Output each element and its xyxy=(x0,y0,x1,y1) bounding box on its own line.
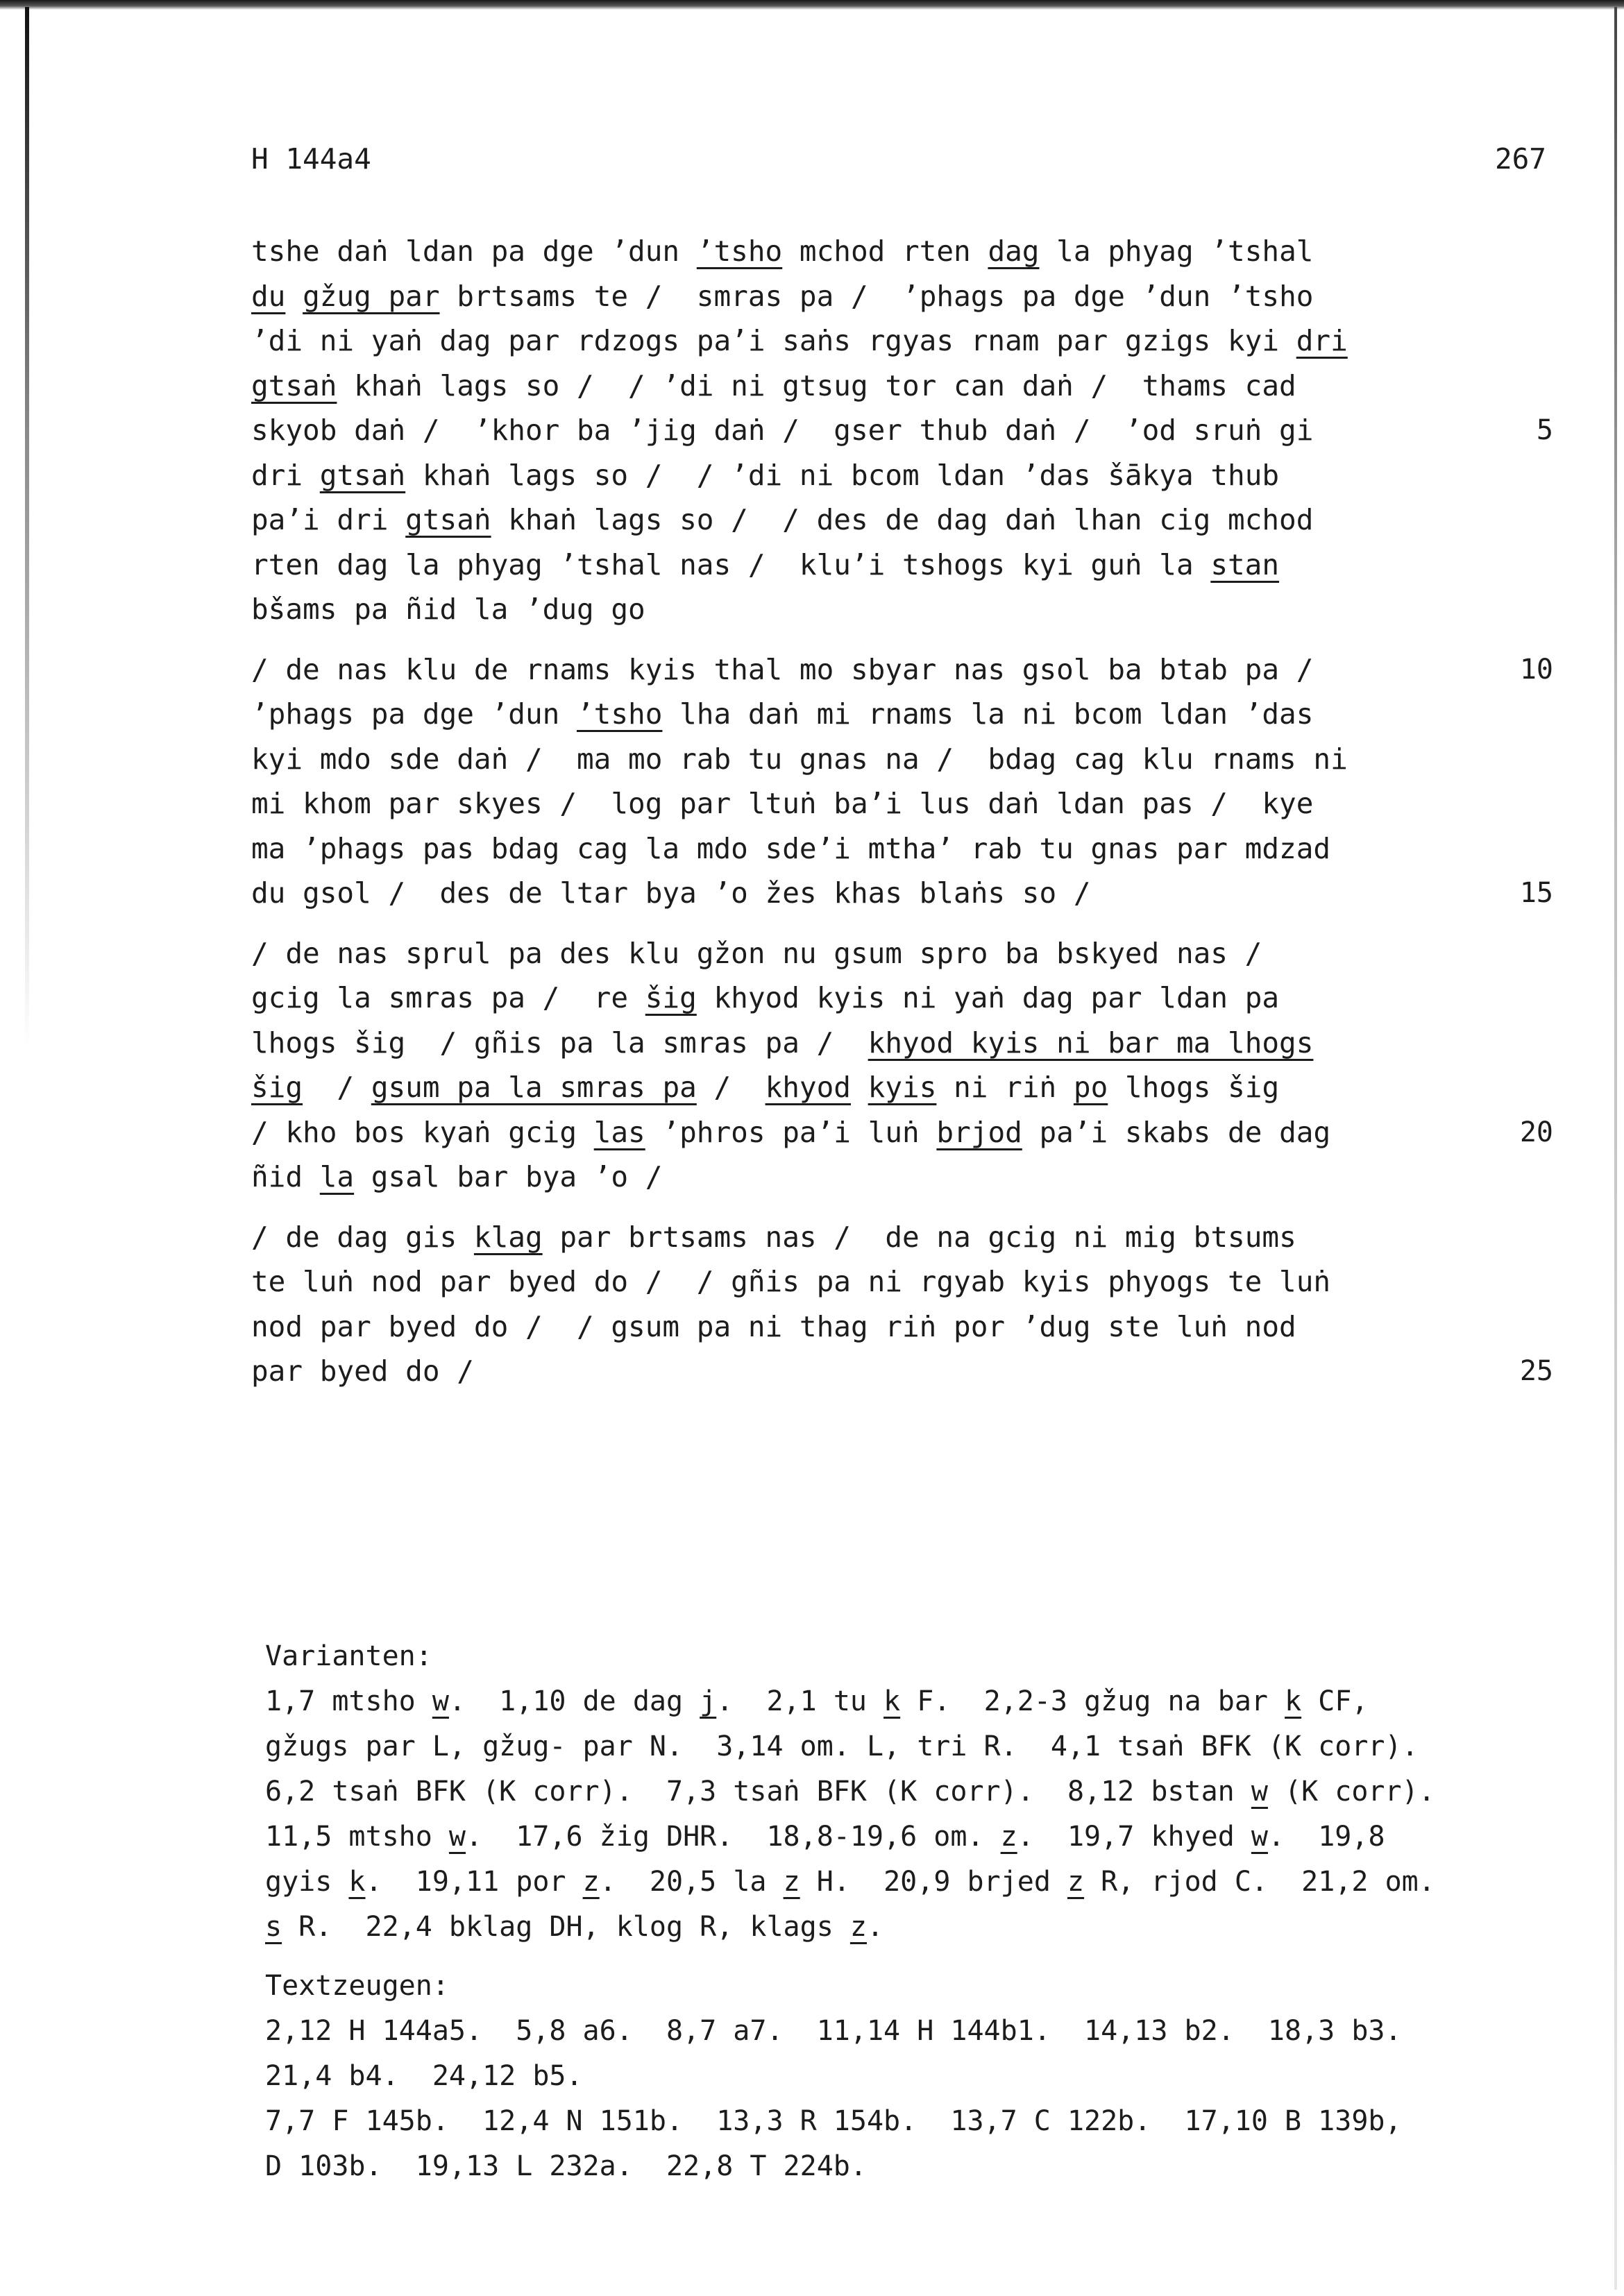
underlined-word: khyod xyxy=(765,1071,851,1104)
underlined-word: z xyxy=(1067,1866,1085,1898)
text-line xyxy=(251,692,1553,737)
underlined-word: s xyxy=(265,1911,282,1943)
text-run: par byed do / xyxy=(251,1354,474,1388)
underlined-word: khyod kyis ni bar ma lhogs xyxy=(868,1026,1314,1060)
text-run: par brtsams nas / de na gcig ni mig btsums xyxy=(542,1220,1296,1254)
line-text xyxy=(251,1155,662,1200)
text-line xyxy=(251,647,1553,692)
text-run: khaṅ lags so / / des de dag daṅ lhan cig mchod xyxy=(491,503,1314,536)
text-line xyxy=(251,781,1553,826)
line-number: 15 xyxy=(1519,877,1553,909)
text-run: . 19,7 khyed xyxy=(1017,1821,1251,1853)
text-run: 1,7 mtsho xyxy=(265,1685,432,1717)
variant-line xyxy=(265,1769,1570,1814)
line-text xyxy=(251,826,1330,871)
underlined-word: klag xyxy=(473,1220,543,1254)
text-run: ni riṅ xyxy=(936,1071,1074,1104)
text-run: ’di ni yaṅ dag par rdzogs pa’i saṅs rgyas rnam par gzigs kyi xyxy=(251,324,1296,357)
underlined-word: gžug par xyxy=(303,279,440,313)
text-run: R, rjod C. 21,2 om. xyxy=(1084,1866,1435,1898)
text-run: nod par byed do / / gsum pa ni thag riṅ por ’dug ste luṅ nod xyxy=(251,1309,1296,1343)
text-run: lha daṅ mi rnams la ni bcom ldan ’das xyxy=(662,697,1314,731)
underlined-word: j xyxy=(700,1685,717,1717)
text-run: du gsol / des de ltar bya ’o žes khas blaṅs so / xyxy=(251,876,1091,910)
text-line xyxy=(251,1110,1553,1155)
variant-line xyxy=(265,1679,1570,1724)
text-run: / de nas klu de rnams kyis thal mo sbyar nas gsol ba btab pa / xyxy=(251,652,1314,686)
underlined-word: w xyxy=(1251,1821,1268,1853)
text-run: rten dag la phyag ’tshal nas / klu’i tshogs kyi guṅ la xyxy=(251,547,1211,581)
underlined-word: z xyxy=(1000,1821,1017,1853)
text-line xyxy=(251,229,1553,274)
variant-line xyxy=(265,1814,1570,1860)
line-text xyxy=(251,498,1313,543)
page-number: 267 xyxy=(1494,142,1546,176)
line-text xyxy=(251,1304,1296,1350)
line-text xyxy=(251,976,1279,1021)
line-text xyxy=(251,871,1091,916)
text-line xyxy=(251,587,1553,632)
line-text xyxy=(251,453,1279,498)
text-run: khaṅ lags so / / ’di ni gtsug tor can daṅ / thams cad xyxy=(337,368,1296,402)
text-run: . 19,8 xyxy=(1267,1821,1385,1853)
text-run: bšams pa ñid la ’dug go xyxy=(251,593,645,626)
underlined-word: kyis xyxy=(868,1071,937,1104)
underlined-word: gtsaṅ xyxy=(405,503,491,536)
text-line xyxy=(251,1259,1553,1304)
underlined-word: gtsaṅ xyxy=(319,458,406,492)
text-run: / xyxy=(303,1071,371,1104)
scan-right-edge xyxy=(1614,7,1617,2290)
text-line xyxy=(251,498,1553,543)
text-line xyxy=(251,408,1553,453)
text-line xyxy=(251,1304,1553,1350)
text-run: gsal bar bya ’o / xyxy=(354,1160,663,1193)
text-run: gcig la smras pa / re xyxy=(251,981,645,1014)
line-text xyxy=(251,931,1262,976)
folio-reference: H 144a4 xyxy=(251,142,371,176)
text-run: . 1,10 de dag xyxy=(448,1685,700,1717)
scan-top-edge xyxy=(0,0,1624,10)
underlined-word: šig xyxy=(645,981,697,1014)
text-paragraph xyxy=(251,229,1553,632)
line-text xyxy=(251,1349,474,1394)
text-run: khyod kyis ni yaṅ dag par ldan pa xyxy=(696,981,1280,1014)
line-text xyxy=(251,647,1313,692)
text-paragraph xyxy=(251,1215,1553,1394)
text-run: ma ’phags pas bdag cag la mdo sde’i mtha’ rab tu gnas par mdzad xyxy=(251,831,1331,865)
text-run: / de nas sprul pa des klu gžon nu gsum spro ba bskyed nas / xyxy=(251,936,1262,970)
text-run: H. 20,9 brjed xyxy=(800,1866,1067,1898)
text-run: gžugs par L, gžug- par N. 3,14 om. L, tri R. 4,1 tsaṅ BFK (K corr). xyxy=(265,1730,1419,1762)
line-text xyxy=(251,274,1313,319)
text-run: pa’i skabs de dag xyxy=(1022,1115,1331,1149)
text-line xyxy=(251,737,1553,782)
text-run: . 20,5 la xyxy=(599,1866,784,1898)
text-line xyxy=(251,1155,1553,1200)
text-run: mchod rten xyxy=(782,235,988,268)
page-header xyxy=(251,142,1546,184)
text-run: / de dag gis xyxy=(251,1220,474,1254)
text-run xyxy=(285,280,303,313)
text-run: ñid xyxy=(251,1160,320,1193)
underlined-word: la xyxy=(319,1160,355,1193)
text-run: ’phros pa’i luṅ xyxy=(645,1115,937,1149)
line-text xyxy=(251,318,1348,364)
text-run: lhogs šig / gñis pa la smras pa / xyxy=(251,1026,868,1060)
text-run: dri xyxy=(251,458,320,492)
varianten-heading: Varianten: xyxy=(265,1640,432,1672)
text-run: 2,12 H 144a5. 5,8 a6. 8,7 a7. 11,14 H 144b1. 14,13 b2. 18,3 b3. xyxy=(265,2015,1402,2047)
line-text xyxy=(251,737,1348,782)
variant-line xyxy=(265,1905,1570,1950)
text-run: te luṅ nod par byed do / / gñis pa ni rgyab kyis phyogs te luṅ xyxy=(251,1265,1331,1298)
underlined-word: brjod xyxy=(936,1115,1022,1149)
text-run: mi khom par skyes / log par ltuṅ ba’i lus daṅ ldan pas / kye xyxy=(251,787,1314,820)
underlined-word: z xyxy=(582,1866,600,1898)
underlined-word: w xyxy=(432,1685,449,1717)
text-run: . 17,6 žig DHR. 18,8-19,6 om. xyxy=(466,1821,1001,1853)
underlined-word: dri xyxy=(1296,324,1348,357)
text-run: 7,7 F 145b. 12,4 N 151b. 13,3 R 154b. 13,7 C 122b. 17,10 B 139b, xyxy=(265,2105,1402,2137)
line-number: 20 xyxy=(1519,1116,1553,1148)
text-line xyxy=(251,931,1553,976)
underlined-word: z xyxy=(849,1911,867,1943)
text-run: . 2,1 tu xyxy=(716,1685,884,1717)
text-run: F. 2,2-3 gžug na bar xyxy=(900,1685,1285,1717)
underlined-word: stan xyxy=(1210,547,1280,581)
underlined-word: z xyxy=(783,1866,800,1898)
text-run: (K corr). xyxy=(1267,1776,1435,1808)
textzeugen-section xyxy=(265,1964,1570,2189)
text-run: 6,2 tsaṅ BFK (K corr). 7,3 tsaṅ BFK (K corr). 8,12 bstan xyxy=(265,1776,1251,1808)
critical-apparatus xyxy=(265,1634,1570,2203)
text-line xyxy=(251,543,1553,588)
text-run xyxy=(851,1071,868,1104)
text-run: / xyxy=(696,1071,766,1104)
text-run: la phyag ’tshal xyxy=(1039,235,1314,268)
witness-line xyxy=(265,2009,1570,2054)
text-paragraph xyxy=(251,647,1553,916)
text-run: pa’i dri xyxy=(251,503,406,536)
underlined-word: w xyxy=(1251,1776,1268,1808)
textzeugen-lines xyxy=(265,2009,1570,2189)
line-text xyxy=(251,1021,1313,1066)
text-line xyxy=(251,1021,1553,1066)
textzeugen-heading: Textzeugen: xyxy=(265,1970,449,2002)
text-line xyxy=(251,1065,1553,1110)
witness-line xyxy=(265,2054,1570,2099)
text-run: CF, xyxy=(1301,1685,1369,1717)
underlined-word: las xyxy=(593,1115,645,1149)
text-line xyxy=(251,318,1553,364)
line-text xyxy=(251,408,1313,453)
text-paragraph xyxy=(251,931,1553,1200)
underlined-word: ’tsho xyxy=(696,235,783,268)
scan-left-edge xyxy=(25,7,29,1048)
underlined-word: dag xyxy=(988,235,1040,268)
line-text xyxy=(251,587,645,632)
text-run: skyob daṅ / ’khor ba ’jig daṅ / gser thub daṅ / ’od sruṅ gi xyxy=(251,414,1314,447)
line-text xyxy=(251,1110,1330,1155)
variant-line xyxy=(265,1860,1570,1905)
line-number: 25 xyxy=(1519,1355,1553,1387)
line-text xyxy=(251,1259,1330,1304)
underlined-word: k xyxy=(348,1866,366,1898)
line-text xyxy=(251,692,1313,737)
underlined-word: k xyxy=(883,1685,901,1717)
text-run: lhogs šig xyxy=(1108,1071,1280,1104)
text-run: . 19,11 por xyxy=(365,1866,583,1898)
line-text xyxy=(251,229,1313,274)
text-line xyxy=(251,453,1553,498)
text-line xyxy=(251,1215,1553,1260)
underlined-word: ’tsho xyxy=(577,697,663,731)
line-text xyxy=(251,781,1313,826)
underlined-word: gtsaṅ xyxy=(251,368,337,402)
line-text xyxy=(251,1215,1296,1260)
underlined-word: k xyxy=(1285,1685,1302,1717)
text-line xyxy=(251,1349,1553,1394)
text-line xyxy=(251,976,1553,1021)
text-run: 21,4 b4. 24,12 b5. xyxy=(265,2060,583,2092)
line-text xyxy=(251,543,1279,588)
underlined-word: šig xyxy=(251,1071,303,1104)
text-line xyxy=(251,871,1553,916)
witness-line xyxy=(265,2099,1570,2144)
line-number: 10 xyxy=(1519,653,1553,686)
text-run: tshe daṅ ldan pa dge ’dun xyxy=(251,235,697,268)
text-line xyxy=(251,826,1553,871)
text-run: ’phags pa dge ’dun xyxy=(251,697,577,731)
text-run: khaṅ lags so / / ’di ni bcom ldan ’das šākya thub xyxy=(405,458,1280,492)
text-run: brtsams te / smras pa / ’phags pa dge ’dun ’tsho xyxy=(439,279,1314,313)
varianten-section xyxy=(265,1634,1570,1950)
line-text xyxy=(251,364,1296,409)
main-text xyxy=(251,229,1553,1409)
text-run: R. 22,4 bklag DH, klog R, klags xyxy=(282,1911,850,1943)
underlined-word: po xyxy=(1073,1071,1108,1104)
varianten-lines xyxy=(265,1679,1570,1950)
text-line xyxy=(251,364,1553,409)
text-run: kyi mdo sde daṅ / ma mo rab tu gnas na / bdag cag klu rnams ni xyxy=(251,742,1348,776)
text-run: / kho bos kyaṅ gcig xyxy=(251,1115,594,1149)
text-run: . xyxy=(866,1911,884,1943)
variant-line xyxy=(265,1724,1570,1769)
underlined-word: du xyxy=(251,279,286,313)
text-line xyxy=(251,274,1553,319)
line-text xyxy=(251,1065,1279,1110)
text-run: gyis xyxy=(265,1866,349,1898)
witness-line xyxy=(265,2144,1570,2189)
line-number: 5 xyxy=(1536,414,1553,446)
underlined-word: gsum pa la smras pa xyxy=(371,1071,697,1104)
text-run: D 103b. 19,13 L 232a. 22,8 T 224b. xyxy=(265,2150,867,2182)
underlined-word: w xyxy=(448,1821,466,1853)
text-run: 11,5 mtsho xyxy=(265,1821,449,1853)
